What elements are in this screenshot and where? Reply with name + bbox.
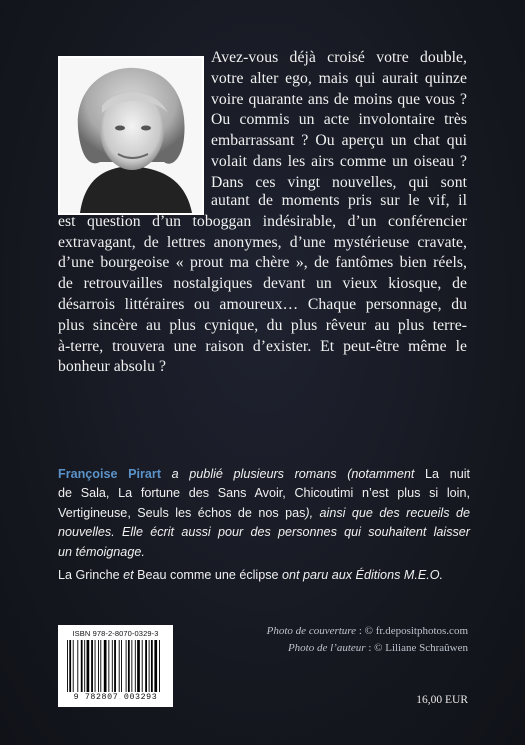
- blurb-line: Dans ces vingt nouvelles, qui sont: [211, 173, 467, 191]
- bio-line: [58, 465, 470, 484]
- credit-value: : © fr.depositphotos.com: [356, 625, 468, 637]
- author-name: Françoise Pirart: [58, 467, 162, 481]
- blurb-line: de retrouvailles nostalgiques devant un vieux kiosque, de: [58, 275, 467, 293]
- blurb-line: bonheur absolu ?: [58, 358, 166, 376]
- barcode-bars: [67, 640, 167, 692]
- isbn-barcode: [58, 625, 173, 707]
- bio-line: [58, 504, 470, 523]
- blurb-line: extravagant, de lettres anonymes, d’une mystérieuse cravate,: [58, 233, 467, 251]
- bio-text: ont paru aux Éditions M.E.O.: [278, 567, 444, 582]
- book-title: La nuit: [425, 467, 470, 481]
- book-title: La Grinche: [58, 567, 120, 582]
- blurb-line: embarrassant ? Ou aperçu un chat qui: [211, 132, 467, 150]
- photo-credits: [267, 623, 468, 657]
- isbn-label: ISBN 978-2-8070-0329-3: [72, 629, 159, 638]
- bio-text: ), ainsi que des recueils de: [305, 505, 470, 520]
- credit-label: Photo de l’auteur: [287, 642, 366, 654]
- blurb-line: voire quarante ans de moins que vous ?: [211, 90, 467, 108]
- blurb-line: Avez-vous déjà croisé votre double,: [211, 49, 467, 66]
- blurb-line: d’une bourgeoise « prout ma chère », de fantômes bien réels,: [58, 254, 467, 272]
- blurb-line: est question d’un toboggan indésirable, d’un conférencier: [58, 212, 467, 230]
- bio-text: a publié plusieurs romans (notamment: [161, 467, 426, 481]
- blurb-line: votre alter ego, mais qui aurait quinze: [211, 69, 467, 87]
- blurb-line: plus sincère au plus cynique, du plus rêveur au plus terre-: [58, 316, 467, 334]
- author-bio: [58, 465, 470, 585]
- blurb-top-column: [211, 48, 467, 194]
- bio-text: nouvelles. Elle écrit aussi pour des personnes qui souhaitent laisser: [58, 525, 470, 540]
- bio-line: [58, 523, 470, 542]
- bio-text: un témoignage.: [58, 544, 145, 559]
- blurb-line: autant de moments pris sur le vif, il: [211, 192, 467, 209]
- book-title: Beau comme une éclipse: [137, 567, 279, 582]
- blurb-line: à-terre, trouvera une raison d’exister. Et peut-être même le: [58, 337, 467, 355]
- blurb-line: volait dans les airs comme un oiseau ?: [211, 152, 467, 170]
- bio-line: [58, 566, 470, 585]
- cover-photo-credit: [267, 623, 468, 640]
- bio-line: de Sala, La fortune des Sans Avoir, Chicoutimi n’est plus si loin,: [58, 486, 470, 501]
- author-portrait-image: [60, 58, 202, 213]
- author-photo-credit: [267, 640, 468, 657]
- blurb-bottom-column: [58, 191, 467, 378]
- bio-line: [58, 543, 470, 562]
- credit-label: Photo de couverture: [266, 625, 357, 637]
- blurb-line: Ou commis un acte involontaire très: [211, 111, 467, 129]
- price: 16,00 EUR: [416, 694, 468, 706]
- blurb-line: désarrois littéraires ou amoureux… Chaque personnage, du: [58, 295, 467, 313]
- credit-value: : © Liliane Schraûwen: [365, 642, 468, 654]
- barcode-digits: 9 782807 003293: [73, 693, 158, 702]
- bio-text: et: [119, 567, 138, 582]
- book-titles: Vertigineuse, Seuls les échos de nos pas: [58, 505, 306, 520]
